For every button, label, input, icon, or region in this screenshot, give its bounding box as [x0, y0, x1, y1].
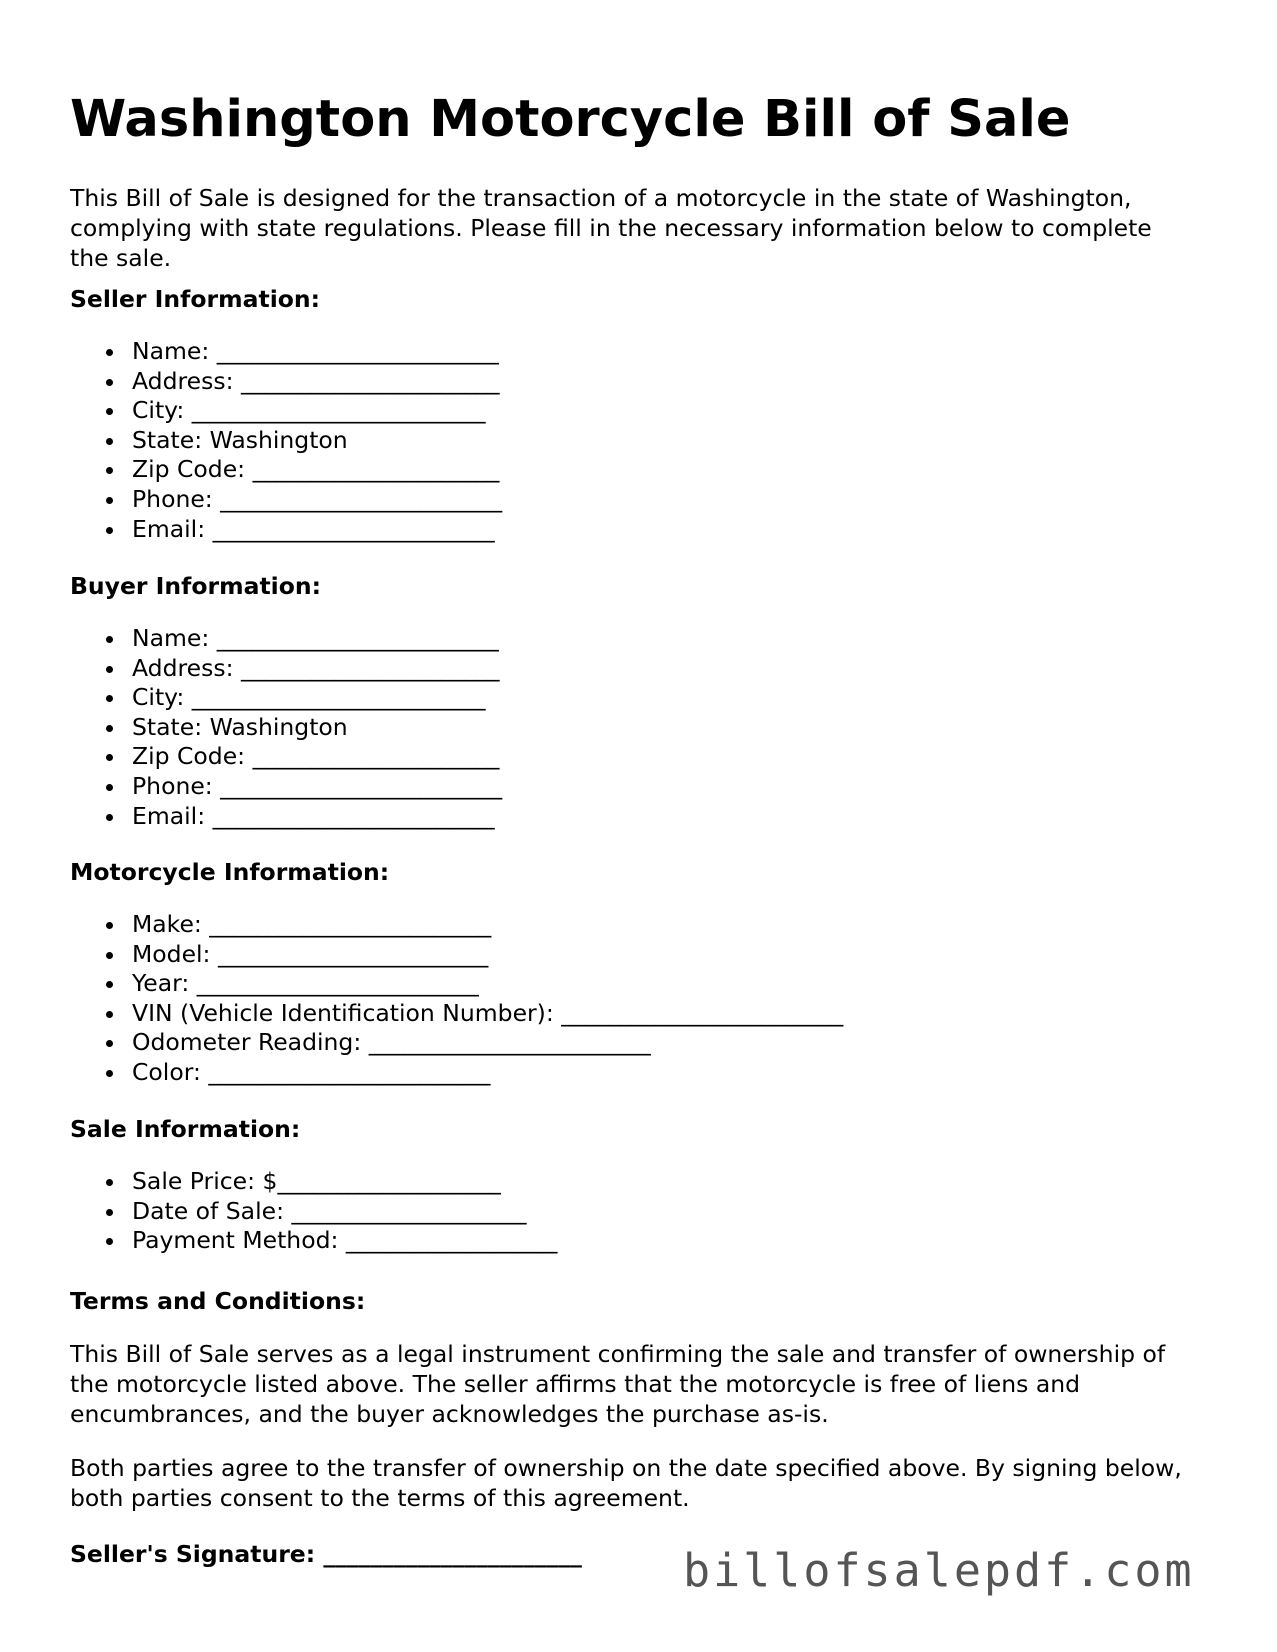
- buyer-name-field: Name: ________________________: [70, 624, 502, 654]
- motorcycle-vin-field: VIN (Vehicle Identification Number): ________________________: [70, 999, 843, 1029]
- seller-signature-line: Seller's Signature: ______________________: [70, 1540, 582, 1568]
- seller-zip-field: Zip Code: _____________________: [70, 455, 502, 485]
- motorcycle-year-field: Year: ________________________: [70, 969, 843, 999]
- sale-fields-list: [70, 1167, 557, 1256]
- motorcycle-odometer-field: Odometer Reading: ________________________: [70, 1028, 843, 1058]
- buyer-fields-list: [70, 624, 502, 831]
- seller-heading: Seller Information:: [70, 285, 321, 313]
- seller-email-field: Email: ________________________: [70, 515, 502, 545]
- buyer-city-field: City: _________________________: [70, 683, 502, 713]
- buyer-address-field: Address: ______________________: [70, 654, 502, 684]
- buyer-heading: Buyer Information:: [70, 572, 322, 600]
- motorcycle-fields-list: [70, 910, 843, 1088]
- sale-date-field: Date of Sale: ____________________: [70, 1197, 557, 1227]
- terms-paragraph-1: This Bill of Sale serves as a legal instrument confirming the sale and transfer of ownership of the motorcycle listed above. The seller affirms that the motorcycle is free of liens and encumbrances, and the buyer acknowledges the purchase as-is.: [70, 1340, 1166, 1428]
- intro-paragraph: This Bill of Sale is designed for the transaction of a motorcycle in the state of Washington, complying with state regulations. Please fill in the necessary information below to complete the sale.: [70, 184, 1152, 272]
- motorcycle-make-field: Make: ________________________: [70, 910, 843, 940]
- sale-price-field: Sale Price: $___________________: [70, 1167, 557, 1197]
- watermark-text: billofsalepdf.com: [683, 1544, 1195, 1597]
- motorcycle-heading: Motorcycle Information:: [70, 858, 390, 886]
- motorcycle-color-field: Color: ________________________: [70, 1058, 843, 1088]
- seller-fields-list: [70, 337, 502, 544]
- buyer-email-field: Email: ________________________: [70, 802, 502, 832]
- buyer-zip-field: Zip Code: _____________________: [70, 742, 502, 772]
- seller-address-field: Address: ______________________: [70, 367, 502, 397]
- page-title: Washington Motorcycle Bill of Sale: [70, 90, 1071, 149]
- seller-name-field: Name: ________________________: [70, 337, 502, 367]
- payment-method-field: Payment Method: __________________: [70, 1226, 557, 1256]
- seller-state-field: State: Washington: [70, 426, 502, 456]
- terms-paragraph-2: Both parties agree to the transfer of ownership on the date specified above. By signing below, both parties consent to the terms of this agreement.: [70, 1454, 1182, 1512]
- motorcycle-model-field: Model: _______________________: [70, 940, 843, 970]
- seller-city-field: City: _________________________: [70, 396, 502, 426]
- buyer-phone-field: Phone: ________________________: [70, 772, 502, 802]
- sale-heading: Sale Information:: [70, 1115, 301, 1143]
- buyer-state-field: State: Washington: [70, 713, 502, 743]
- seller-phone-field: Phone: ________________________: [70, 485, 502, 515]
- terms-heading: Terms and Conditions:: [70, 1287, 366, 1315]
